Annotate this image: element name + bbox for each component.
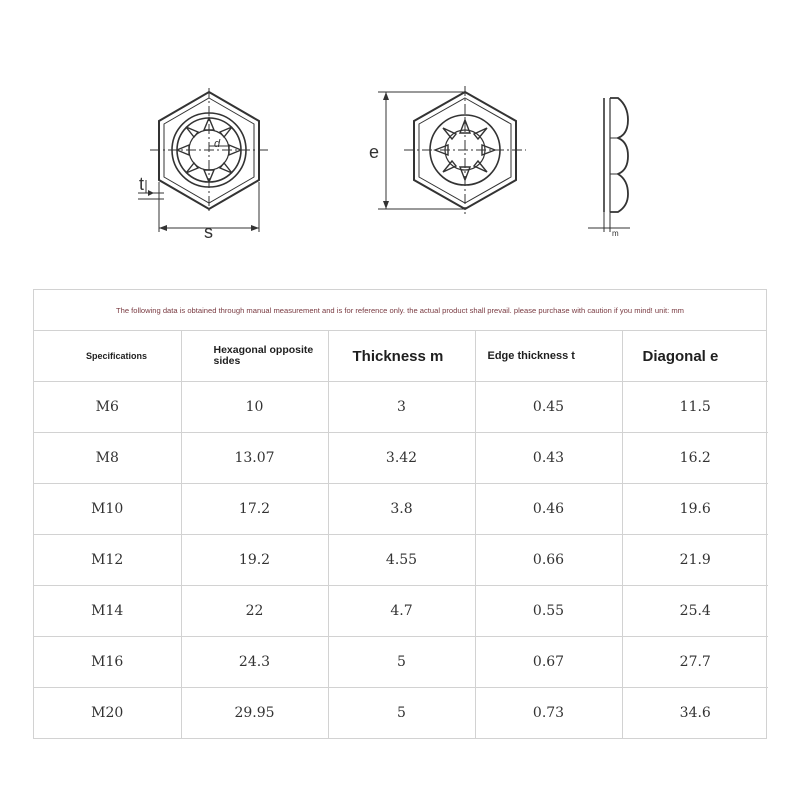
cell-hex-sides: 29.95 bbox=[181, 688, 328, 739]
header-thickness-m: Thickness m bbox=[328, 331, 475, 382]
table-row bbox=[34, 637, 768, 688]
cell-spec: M8 bbox=[34, 433, 181, 484]
cell-diagonal: 34.6 bbox=[679, 705, 711, 721]
cell-thickness: 5 bbox=[328, 637, 475, 688]
table-row bbox=[34, 484, 768, 535]
cell-diagonal: 11.5 bbox=[622, 382, 768, 433]
cell-diagonal: 27.7 bbox=[622, 637, 768, 688]
cell-diagonal: 25.4 bbox=[622, 586, 768, 637]
cell-spec: M20 bbox=[34, 688, 181, 739]
cell-spec: M16 bbox=[34, 637, 181, 688]
cell-diagonal: 19.6 bbox=[622, 484, 768, 535]
dim-label-s: s bbox=[204, 222, 213, 242]
cell-edge-thickness: 0.46 bbox=[475, 484, 622, 535]
cell-spec: M10 bbox=[34, 484, 181, 535]
table-row bbox=[34, 433, 768, 484]
cell-spec: M12 bbox=[34, 535, 181, 586]
cell-hex-sides: 13.07 bbox=[181, 433, 328, 484]
cell-diagonal: 21.9 bbox=[622, 535, 768, 586]
cell-thickness: 5 bbox=[328, 688, 475, 739]
front-view-hex-e bbox=[378, 86, 526, 214]
cell-edge-thickness: 0.66 bbox=[475, 535, 622, 586]
header-specifications: Specifications bbox=[34, 331, 181, 382]
side-view-profile bbox=[588, 98, 630, 232]
cell-hex-sides: 19.2 bbox=[181, 535, 328, 586]
cell-spec: M6 bbox=[34, 382, 181, 433]
spec-grid bbox=[34, 331, 768, 738]
front-view-hex-s-t bbox=[138, 88, 268, 232]
cell-thickness: 4.7 bbox=[328, 586, 475, 637]
cell-edge-thickness: 0.67 bbox=[475, 637, 622, 688]
cell-hex-sides: 24.3 bbox=[181, 637, 328, 688]
cell-edge-thickness: 0.45 bbox=[475, 382, 622, 433]
measurement-note: The following data is obtained through manual measurement and is for reference only. the actual product shall prevail. please purchase with caution if you mind! unit: mm bbox=[115, 305, 684, 315]
specification-table bbox=[33, 289, 767, 739]
cell-hex-sides: 10 bbox=[181, 382, 328, 433]
header-diagonal-e: Diagonal e bbox=[622, 331, 768, 382]
table-row bbox=[34, 535, 768, 586]
technical-drawings bbox=[0, 0, 800, 260]
dim-label-m: m bbox=[612, 229, 619, 238]
nut-drawing-svg bbox=[0, 0, 800, 260]
cell-edge-thickness: 0.43 bbox=[475, 433, 622, 484]
table-header-row bbox=[34, 331, 768, 382]
header-hexagonal-opposite-sides: Hexagonal opposite sides bbox=[181, 331, 328, 382]
cell-hex-sides: 17.2 bbox=[181, 484, 328, 535]
cell-spec: M14 bbox=[34, 586, 181, 637]
cell-thickness: 3.42 bbox=[328, 433, 475, 484]
cell-thickness: 3 bbox=[328, 382, 475, 433]
header-edge-thickness-t: Edge thickness t bbox=[475, 331, 622, 382]
cell-edge-thickness: 0.55 bbox=[475, 586, 622, 637]
cell-hex-sides: 22 bbox=[181, 586, 328, 637]
table-row bbox=[34, 688, 768, 739]
cell-edge-thickness: 0.73 bbox=[475, 688, 622, 739]
dim-label-d: d bbox=[214, 138, 221, 150]
dim-label-e: e bbox=[369, 142, 380, 162]
cell-thickness: 4.55 bbox=[328, 535, 475, 586]
cell-diagonal: 16.2 bbox=[622, 433, 768, 484]
cell-thickness: 3.8 bbox=[328, 484, 475, 535]
table-row bbox=[34, 382, 768, 433]
table-note-row bbox=[34, 290, 766, 331]
table-row bbox=[34, 586, 768, 637]
dim-label-t: t bbox=[139, 174, 145, 194]
